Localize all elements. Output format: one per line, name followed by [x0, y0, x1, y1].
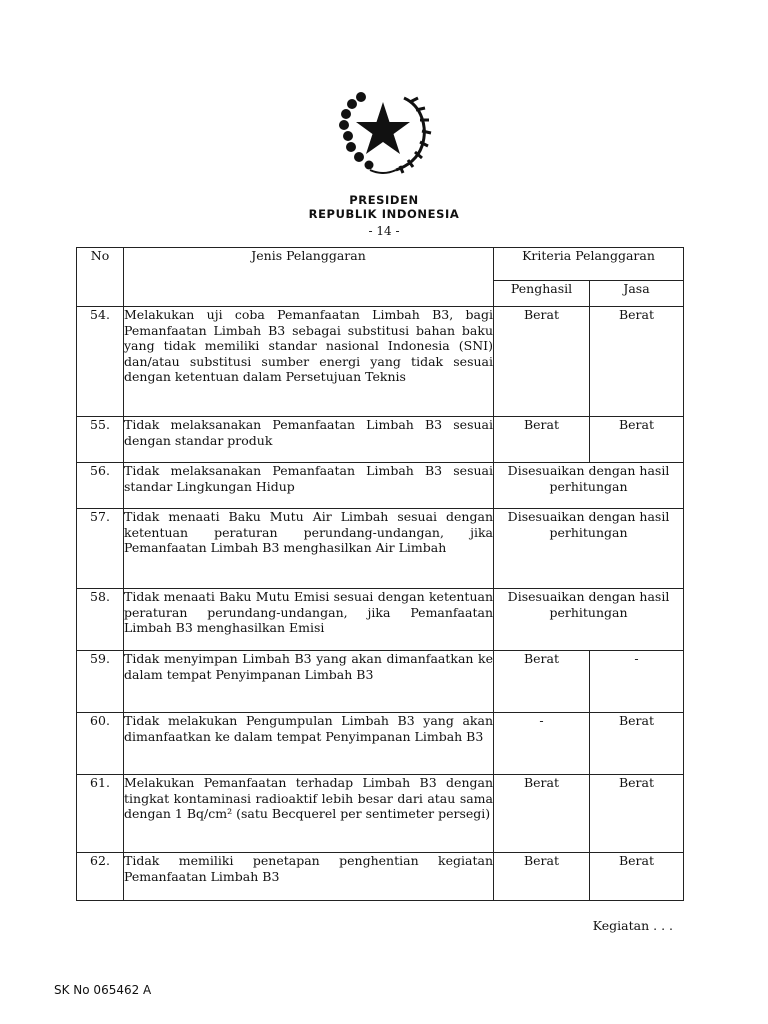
continuation-text: Kegiatan . . .	[592, 918, 673, 933]
header-no: No	[77, 248, 124, 307]
row-number: 59.	[77, 651, 124, 713]
jasa-value: Berat	[590, 307, 684, 417]
header-jenis-pelanggaran: Jenis Pelanggaran	[124, 248, 494, 307]
table-row	[77, 463, 684, 509]
row-number: 58.	[77, 589, 124, 651]
table-row	[77, 417, 684, 463]
header-penghasil: Penghasil	[494, 281, 590, 307]
combined-criteria-value: Disesuaikan dengan hasil perhitungan	[494, 589, 684, 651]
jasa-value: Berat	[590, 713, 684, 775]
penghasil-value: Berat	[494, 651, 590, 713]
row-description: Tidak melaksanakan Pemanfaatan Limbah B3 sesuai standar Lingkungan Hidup	[124, 463, 494, 509]
row-number: 61.	[77, 775, 124, 853]
row-number: 60.	[77, 713, 124, 775]
jasa-value: Berat	[590, 853, 684, 901]
garuda-star-emblem	[330, 88, 436, 180]
penghasil-value: -	[494, 713, 590, 775]
header-kriteria-pelanggaran: Kriteria Pelanggaran	[494, 248, 684, 281]
combined-criteria-value: Disesuaikan dengan hasil perhitungan	[494, 509, 684, 589]
penghasil-value: Berat	[494, 307, 590, 417]
violation-table	[76, 247, 684, 901]
sk-number: SK No 065462 A	[54, 983, 152, 997]
table-row	[77, 307, 684, 417]
jasa-value: Berat	[590, 417, 684, 463]
table-row	[77, 853, 684, 901]
header-jasa: Jasa	[590, 281, 684, 307]
row-description: Tidak melakukan Pengumpulan Limbah B3 yang akan dimanfaatkan ke dalam tempat Penyimpanan Limbah B3	[124, 713, 494, 775]
jasa-value: Berat	[590, 775, 684, 853]
table-row	[77, 589, 684, 651]
row-description: Tidak memiliki penetapan penghentian kegiatan Pemanfaatan Limbah B3	[124, 853, 494, 901]
row-number: 57.	[77, 509, 124, 589]
row-description: Tidak menyimpan Limbah B3 yang akan dimanfaatkan ke dalam tempat Penyimpanan Limbah B3	[124, 651, 494, 713]
row-description: Melakukan Pemanfaatan terhadap Limbah B3 dengan tingkat kontaminasi radioaktif lebih besar dari atau sama dengan 1 Bq/cm² (satu Becquerel per sentimeter persegi)	[124, 775, 494, 853]
row-description: Tidak menaati Baku Mutu Emisi sesuai dengan ketentuan peraturan perundang-undangan, jika Pemanfaatan Limbah B3 menghasilkan Emisi	[124, 589, 494, 651]
jasa-value: -	[590, 651, 684, 713]
row-number: 54.	[77, 307, 124, 417]
combined-criteria-value: Disesuaikan dengan hasil perhitungan	[494, 463, 684, 509]
table-row	[77, 713, 684, 775]
row-number: 56.	[77, 463, 124, 509]
page-number: - 14 -	[368, 224, 400, 238]
penghasil-value: Berat	[494, 775, 590, 853]
row-number: 55.	[77, 417, 124, 463]
row-number: 62.	[77, 853, 124, 901]
table-row	[77, 651, 684, 713]
row-description: Melakukan uji coba Pemanfaatan Limbah B3, bagi Pemanfaatan Limbah B3 sebagai substitusi bahan baku yang tidak memiliki standar nasional Indonesia (SNI) dan/atau substitusi sumber energi yang tidak sesuai dengan ketentuan dalam Persetujuan Teknis	[124, 307, 494, 417]
header-republic: REPUBLIK INDONESIA	[308, 207, 460, 221]
row-description: Tidak menaati Baku Mutu Air Limbah sesuai dengan ketentuan peraturan perundang-undangan, jika Pemanfaatan Limbah B3 menghasilkan Air Limbah	[124, 509, 494, 589]
table-row	[77, 509, 684, 589]
row-description: Tidak melaksanakan Pemanfaatan Limbah B3 sesuai dengan standar produk	[124, 417, 494, 463]
header-president: PRESIDEN	[349, 193, 419, 207]
table-row	[77, 775, 684, 853]
penghasil-value: Berat	[494, 853, 590, 901]
penghasil-value: Berat	[494, 417, 590, 463]
